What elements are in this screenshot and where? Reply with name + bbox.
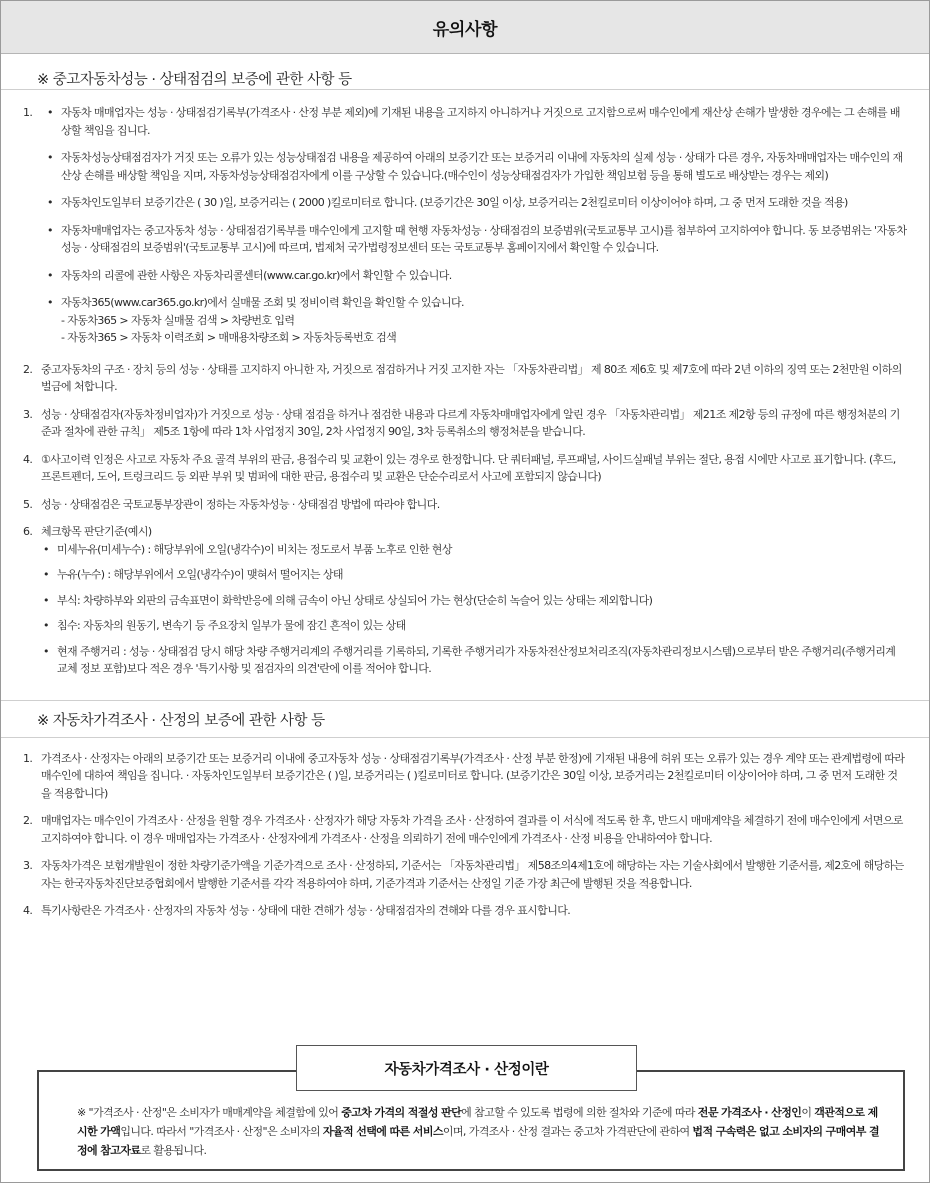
bullet-dot-icon: • <box>43 619 49 632</box>
item-number: 4. <box>23 452 33 466</box>
bullet-dot-icon: • <box>47 151 53 164</box>
notice-emphasis: 자율적 선택에 따른 서비스 <box>322 1125 443 1138</box>
notice-text-part: 에 참고할 수 있도록 법령에 의한 절차와 기준에 따라 <box>461 1106 698 1119</box>
page-title: 유의사항 <box>432 19 498 40</box>
bullet-text: 자동차매매업자는 중고자동차 성능 · 상태점검기록부를 매수인에게 고지할 때 현행 자동차성능 · 상태점검의 보증범위(국토교통부 고시)를 첨부하여 고지하여야 합니다. 동 보증범위는 '자동차성능 · 상태점검의 보증범위'(국토교통부 고시)에 따르며, 법제처 국가법령정보센터 또는 국토교통부 홈페이지에서 확인할 수 있습니다. <box>61 223 907 254</box>
notice-emphasis: 객관적으로 제시한 가액 <box>77 1106 878 1138</box>
bullet-item <box>43 541 907 559</box>
section2-item-1 <box>23 750 907 803</box>
bullet-item <box>43 643 907 678</box>
bullet-dot-icon: • <box>47 268 53 282</box>
bullet-text: 자동차인도일부터 보증기간은 ( 30 )일, 보증거리는 ( 2000 )킬로미터로 합니다. (보증기간은 30일 이상, 보증거리는 2천킬로미터 이상이어야 하며, 그 중 먼저 도래한 것을 적용) <box>61 196 848 209</box>
section1-item-2 <box>23 361 907 396</box>
item-text: 특기사항란은 가격조사 · 산정자의 자동차 성능 · 상태에 대한 견해가 성능 · 상태점검자의 견해와 다를 경우 표시합니다. <box>41 904 571 917</box>
sub-line: - 자동차365 > 자동차 실매물 검색 > 차량번호 입력 <box>61 313 295 327</box>
item-number: 6. <box>23 525 33 538</box>
bullet-text: 자동차 매매업자는 성능 · 상태점검기록부(가격조사 · 산정 부분 제외)에 기재된 내용을 고지하지 아니하거나 거짓으로 고지함으로써 매수인에게 재산상 손해가 발생한 경우에는 그 손해를 배상할 책임을 집니다. <box>61 106 900 137</box>
item-text: 매매업자는 매수인이 가격조사 · 산정을 원할 경우 가격조사 · 산정자가 해당 자동차 가격을 조사 · 산정하여 결과를 이 서식에 적도록 한 후, 반드시 매매계약을 체결하기 전에 매수인에게 서면으로 고지하여야 합니다. 이 경우 매매업자는 가격조사 · 산정자에게 가격조사 · 산정을 의뢰하기 전에 매수인에게 가격조사 · 산정 비용을 안내하여야 합니다. <box>41 814 903 845</box>
item-number: 4. <box>23 904 33 917</box>
item-number: 3. <box>23 859 33 872</box>
section2-list <box>1 738 929 920</box>
bullet-dot-icon: • <box>43 644 49 658</box>
item-text: 체크항목 판단기준(예시) <box>41 525 152 538</box>
bullet-item <box>43 566 907 584</box>
item-number: 1. <box>23 751 33 765</box>
item-text: 가격조사 · 산정자는 아래의 보증기간 또는 보증거리 이내에 중고자동차 성능 · 상태점검기록부(가격조사 · 산정 부분 한정)에 기재된 내용에 허위 또는 오류가 있는 경우 계약 또는 관계법령에 따라 매수인에 대하여 책임을 집니다. · 자동차인도일부터 보증기간은 ( )일, 보증거리는 ( )킬로미터로 합니다. (보증기간은 30일 이상, 보증거리는 2천킬로미터 이상이어야 하며, 그 중 먼저 도래한 것을 적용합니다) <box>41 751 905 800</box>
section1-item-5 <box>23 496 907 514</box>
bullet-item <box>47 149 907 184</box>
notice-emphasis: 전문 가격조사 · 산정인 <box>697 1106 802 1119</box>
bullet-text: 부식: 차량하부와 외판의 금속표면이 화학반응에 의해 금속이 아닌 상태로 상실되어 가는 현상(단순히 녹슬어 있는 상태는 제외합니다) <box>57 593 653 607</box>
bullet-text: 자동차성능상태점검자가 거짓 또는 오류가 있는 성능상태점검 내용을 제공하여 아래의 보증기간 또는 보증거리 이내에 자동차의 실제 성능 · 상태가 다른 경우, 자동차매매업자는 매수인의 재산상 손해를 배상할 책임을 지며, 자동차성능상태점검자에게 이를 구상할 수 있습니다.(매수인이 성능상태점검자가 가입한 책임보험 등을 통해 별도로 배상받는 경우는 제외) <box>61 151 903 182</box>
section2-item-4 <box>23 902 907 920</box>
section1-item-1 <box>23 104 907 347</box>
bullet-item <box>43 617 907 635</box>
bullet-text: 누유(누수) : 해당부위에서 오일(냉각수)이 맺혀서 떨어지는 상태 <box>57 568 343 581</box>
notice-emphasis: 법적 구속력은 없고 소비자의 구매여부 결정에 참고자료 <box>77 1125 880 1157</box>
notice-text-part: ※ "가격조사 · 산정"은 소비자가 매매계약을 체결함에 있어 <box>77 1106 342 1119</box>
bullet-dot-icon: • <box>47 296 53 309</box>
section2-title: ※ 자동차가격조사 · 산정의 보증에 관한 사항 등 <box>37 712 325 729</box>
item-number: 1. <box>23 106 33 119</box>
bullet-text: 자동차365(www.car365.go.kr)에서 실매물 조회 및 정비이력 확인을 확인할 수 있습니다. <box>61 296 464 309</box>
bullet-text: 침수: 자동차의 원동기, 변속기 등 주요장치 일부가 물에 잠긴 흔적이 있는 상태 <box>57 619 406 632</box>
item-text: 성능 · 상태점검자(자동차정비업자)가 거짓으로 성능 · 상태 점검을 하거나 점검한 내용과 다르게 자동차매매업자에게 알린 경우 「자동차관리법」 제21조 제2항 등의 규정에 따른 행정처분의 기준과 절차에 관한 규칙」 제5조 1항에 따라 1차 사업정지 30일, 2차 사업정지 90일, 3차 등록취소의 행정처분을 받습니다. <box>41 407 900 438</box>
bullet-item <box>47 267 907 285</box>
bullet-dot-icon: • <box>47 106 53 119</box>
bullet-text: 현재 주행거리 : 성능 · 상태점검 당시 해당 차량 주행거리계의 주행거리를 기록하되, 기록한 주행거리가 자동차전산정보처리조직(자동차관리정보시스템)으로부터 받은 주행거리(주행거리계 교체 정보 포함)보다 적은 경우 '특기사항 및 점검자의 의견'란에 이를 적어야 합니다. <box>57 644 896 675</box>
item-text: 자동차가격은 보험개발원이 정한 차량기준가액을 기준가격으로 조사 · 산정하되, 기준서는 「자동차관리법」 제58조의4제1호에 해당하는 자는 기술사회에서 발행한 기준서를, 제2호에 해당하는 자는 한국자동차진단보증협회에서 발행한 기준서를 각각 적용하여야 하며, 기준가격과 기준서는 산정일 기준 가장 최근에 발행된 것을 적용합니다. <box>41 859 904 890</box>
notice-title: 자동차가격조사 · 산정이란 <box>296 1045 637 1091</box>
section2-item-2 <box>23 812 907 847</box>
sub-line: - 자동차365 > 자동차 이력조회 > 매매용차량조회 > 자동차등록번호 검색 <box>61 331 397 344</box>
section1-item-6 <box>23 523 907 678</box>
bullet-item <box>47 104 907 139</box>
bullet-dot-icon: • <box>43 568 49 581</box>
item-text: 중고자동차의 구조 · 장치 등의 성능 · 상태를 고지하지 아니한 자, 거짓으로 점검하거나 거짓 고지한 자는 「자동차관리법」 제 80조 제6호 및 제7호에 따라 2년 이하의 징역 또는 2천만원 이하의 벌금에 처합니다. <box>41 362 902 393</box>
item-number: 2. <box>23 362 33 376</box>
notice-text <box>77 1103 887 1160</box>
bullet-text: 자동차의 리콜에 관한 사항은 자동차리콜센터(www.car.go.kr)에서 확인할 수 있습니다. <box>61 268 452 282</box>
header-bar <box>1 1 929 54</box>
bullet-dot-icon: • <box>43 542 49 556</box>
section1-item-3 <box>23 406 907 441</box>
bullet-item <box>43 592 907 610</box>
notice-text-part: 로 활용됩니다. <box>140 1144 207 1157</box>
section1-title: ※ 중고자동차성능 · 상태점검의 보증에 관한 사항 등 <box>37 72 352 88</box>
bullet-item <box>47 222 907 257</box>
bullet-item <box>47 294 907 347</box>
bullet-dot-icon: • <box>47 223 53 237</box>
item-number: 2. <box>23 814 33 827</box>
notice-text-part: 이며, 가격조사 · 산정 결과는 중고차 가격판단에 관하여 <box>442 1125 693 1138</box>
bullet-item <box>47 194 907 212</box>
section1-list <box>1 90 929 678</box>
item-number: 5. <box>23 497 33 511</box>
item-number: 3. <box>23 407 33 421</box>
notice-text-part: 이 <box>801 1106 815 1119</box>
bullet-text: 미세누유(미세누수) : 해당부위에 오일(냉각수)이 비치는 정도로서 부품 노후로 인한 현상 <box>57 542 452 556</box>
section2-item-3 <box>23 857 907 892</box>
notice-emphasis: 중고차 가격의 적절성 판단 <box>341 1106 462 1119</box>
section1-item-4 <box>23 451 907 486</box>
bullet-dot-icon: • <box>43 593 49 607</box>
item-text: 성능 · 상태점검은 국토교통부장관이 정하는 자동차성능 · 상태점검 방법에 따라야 합니다. <box>41 497 440 511</box>
item-text: ①사고이력 인정은 사고로 자동차 주요 골격 부위의 판금, 용접수리 및 교환이 있는 경우로 한정합니다. 단 쿼터패널, 루프패널, 사이드실패널 부위는 절단, 용접 시에만 사고로 표기합니다. (후드, 프론트펜더, 도어, 트렁크리드 등 외판 부위 및 범퍼에 대한 판금, 용접수리 및 교환은 단순수리로서 사고에 포함되지 않습니다) <box>41 452 896 483</box>
bullet-dot-icon: • <box>47 196 53 209</box>
notice-text-part: 입니다. 따라서 "가격조사 · 산정"은 소비자의 <box>120 1125 323 1138</box>
